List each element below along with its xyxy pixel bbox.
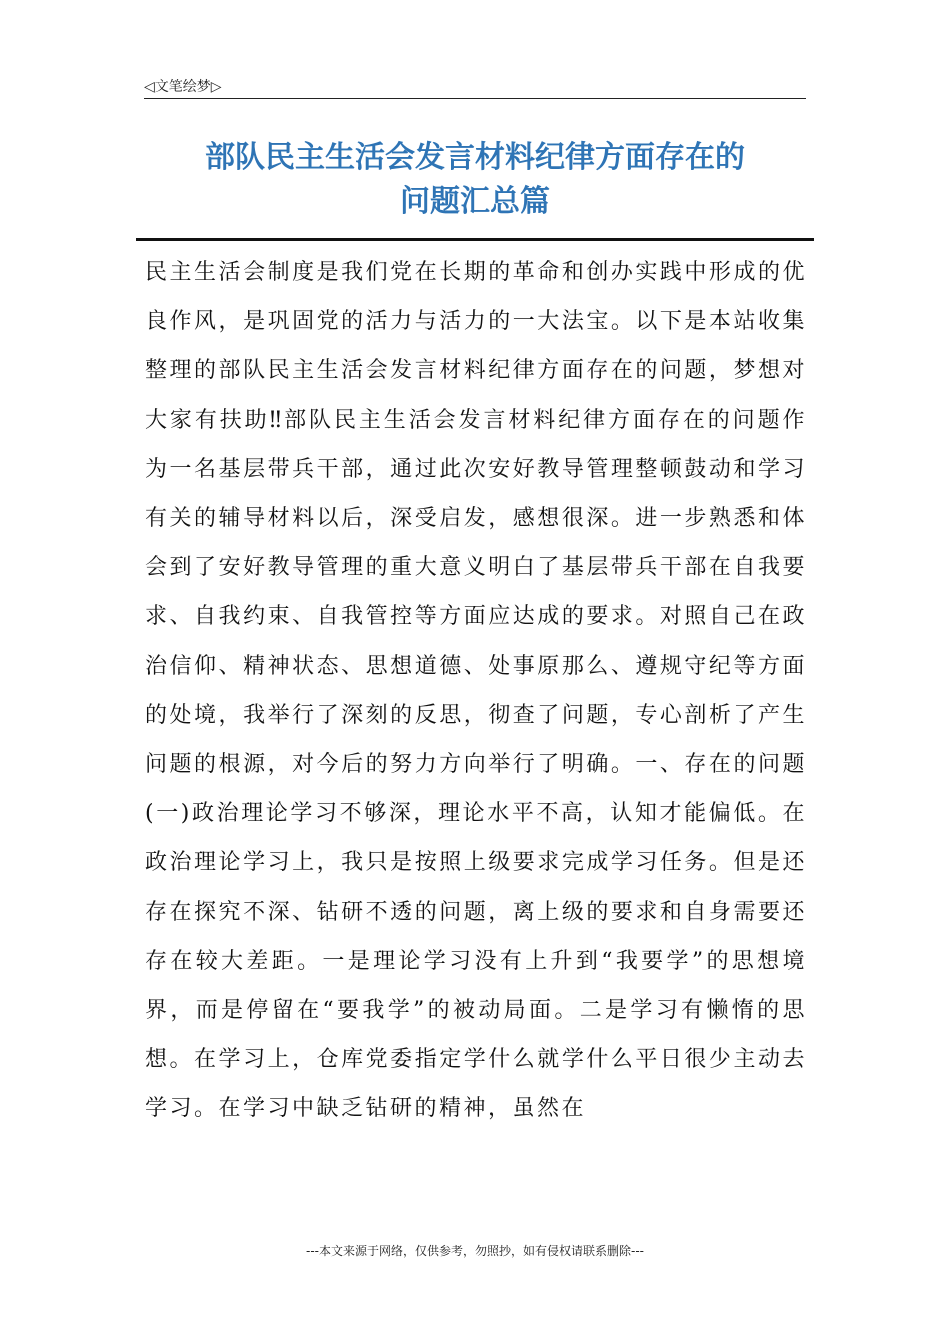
- title-line-2: 问题汇总篇: [400, 184, 550, 219]
- body-paragraph: 民主生活会制度是我们党在长期的革命和创办实践中形成的优良作风，是巩固党的活力与活力的一大法宝。以下是本站收集整理的部队民主生活会发言材料纪律方面存在的问题，梦想对大家有扶助‼部队民主生活会发言材料纪律方面存在的问题作为一名基层带兵干部，通过此次安好教导管理整顿鼓动和学习有关的辅导材料以后，深受启发，感想很深。进一步熟悉和体会到了安好教导管理的重大意义明白了基层带兵干部在自我要求、自我约束、自我管控等方面应达成的要求。对照自己在政治信仰、精神状态、思想道德、处事原那么、遵规守纪等方面的处境，我举行了深刻的反思，彻查了问题，专心剖析了产生问题的根源，对今后的努力方向举行了明确。一、存在的问题(一)政治理论学习不够深，理论水平不高，认知才能偏低。在政治理论学习上，我只是按照上级要求完成学习任务。但是还存在探究不深、钻研不透的问题，离上级的要求和自身需要还存在较大差距。一是理论学习没有上升到“我要学”的思想境界，而是停留在“要我学”的被动局面。二是学习有懒惰的思想。在学习上，仓库党委指定学什么就学什么平日很少主动去学习。在学习中缺乏钻研的精神，虽然在: [145, 260, 807, 1122]
- title-divider: [136, 238, 814, 241]
- page-header: [144, 70, 806, 99]
- document-title: [144, 136, 806, 224]
- page-footer: ---本文来源于网络，仅供参考，勿照抄，如有侵权请联系删除---: [306, 1244, 644, 1258]
- title-line-1: 部队民主生活会发言材料纪律方面存在的: [205, 140, 745, 175]
- header-brand-text: ◁文笔绘梦▷: [144, 79, 222, 95]
